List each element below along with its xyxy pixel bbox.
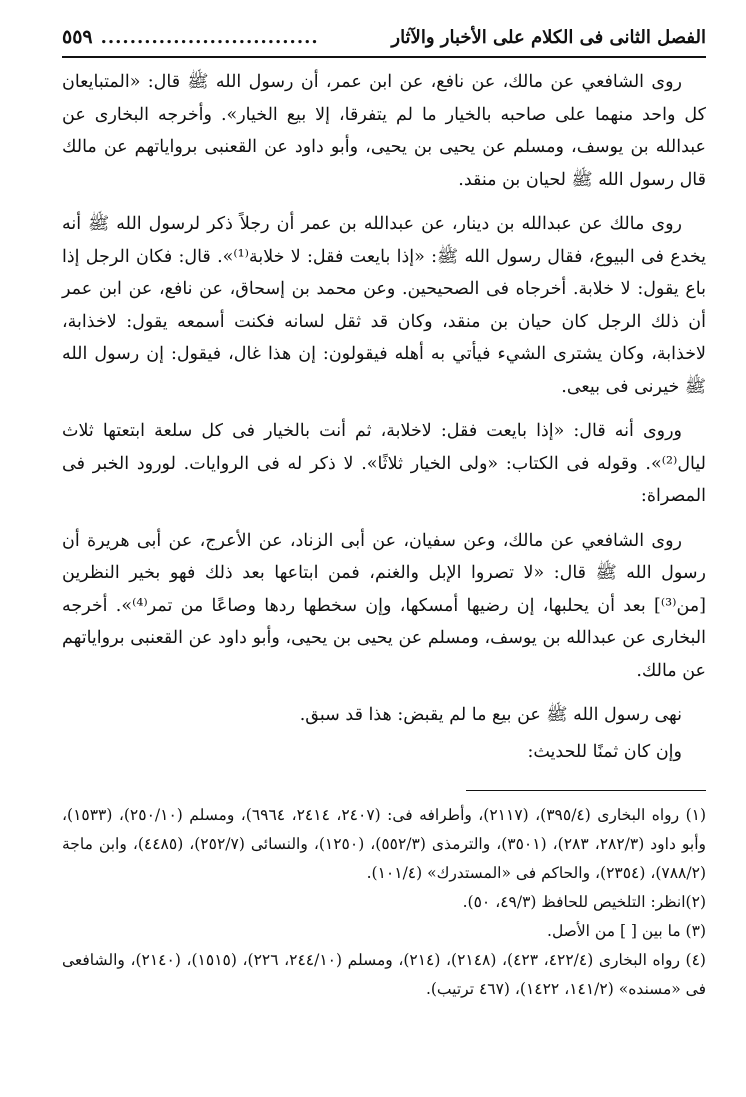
main-text [62, 66, 706, 768]
footnote-4: (٤) رواه البخارى (٤٢٢/٤، ٤٢٣)، (٢١٤٨)، (٢١٤)، ومسلم (٢٤٤/١٠، ٢٢٦)، (١٥١٥)، (٢١٤٠)، والشافعى فى «مسنده» (١٤١/٢، ١٤٢٢)، (٤٦٧ ترتيب). [62, 951, 706, 998]
paragraph-3: وروى أنه قال: «إذا بايعت فقل: لاخلابة، ثم أنت بالخيار فى كل سلعة ابتعتها ثلاث ليال⁽²⁾». وقوله فى الكتاب: «ولى الخيار ثلاثًا». لا ذكر له فى الروايات. لورود الخبر فى المصراة: [62, 421, 706, 506]
footnotes [62, 790, 706, 1004]
page-number: ٥٥٩ [62, 26, 93, 48]
paragraph-5: نهى رسول الله ﷺ عن بيع ما لم يقبض: هذا قد سبق. [299, 705, 682, 725]
paragraph-2: روى مالك عن عبدالله بن دينار، عن عبدالله بن عمر أن رجلاً ذكر لرسول الله ﷺ أنه يخدع فى البيوع، فقال رسول الله ﷺ: «إذا بايعت فقل: لا خلابة⁽¹⁾». قال: فكان الرجل إذا باع يقول: لا خلابة. أخرجاه فى الصحيحين. وعن محمد بن إسحاق، عن نافع، عن ابن عمر أن ذلك الرجل كان حيان بن منقد، وكان قد ثقل لسانه فكنت أسمعه يقول: لاخذابة، لاخذابة، وكان يشترى الشيء فيأتي به أهله فيقولون: إن هذا غال، فيقول: إن رسول الله ﷺ خيرنى فى بيعى. [62, 214, 706, 397]
page [62, 26, 706, 1004]
footnote-3: (٣) ما بين [ ] من الأصل. [547, 922, 706, 940]
paragraph-1: روى الشافعي عن مالك، عن نافع، عن ابن عمر، أن رسول الله ﷺ قال: «المتبايعان كل واحد منهما على صاحبه بالخيار ما لم يتفرقا، إلا بيع الخيار». وأخرجه البخارى عن عبدالله بن يوسف، ومسلم عن يحيى بن يحيى، وأبو داود عن القعنبى برواياتهم عن مالك قال رسول الله ﷺ لحيان بن منقد. [62, 72, 706, 190]
paragraph-6: وإن كان ثمنًا للحديث: [527, 741, 682, 762]
footnote-1: (١) رواه البخارى (٣٩٥/٤)، (٢١١٧)، وأطرافه فى: (٢٤٠٧، ٢٤١٤، ٦٩٦٤)، ومسلم (٢٥٠/١٠)، (١٥٣٣)، وأبو داود (٢٨٢/٣، ٢٨٣)، (٣٥٠١)، والترمذى (٥٥٢/٣)، (١٢٥٠)، والنسائى (٢٥٢/٧)، (٤٤٨٥)، وابن ماجة (٧٨٨/٢)، (٢٣٥٤)، والحاكم فى «المستدرك» (١٠١/٤). [62, 806, 707, 882]
leader-dots: .............................. [100, 27, 319, 48]
footnote-2: (٢)انظر: التلخيص للحافظ (٤٩/٣، ٥٠). [462, 893, 706, 911]
footnote-divider [466, 790, 706, 791]
chapter-title: الفصل الثانى فى الكلام على الأخبار والآثار [391, 27, 706, 48]
paragraph-4: روى الشافعي عن مالك، وعن سفيان، عن أبى الزناد، عن الأعرج، عن أبى هريرة أن رسول الله ﷺ قال: «لا تصروا الإبل والغنم، فمن ابتاعها بعد ذلك فهو بخير النظرين [من⁽³⁾] بعد أن يحلبها، إن رضيها أمسكها، وإن سخطها ردها وصاعًا من تمر⁽⁴⁾». أخرجه البخارى عن عبدالله بن يوسف، ومسلم عن يحيى بن يحيى، وأبو داود عن القعنبى برواياتهم عن مالك. [62, 530, 706, 681]
running-header [62, 26, 706, 58]
